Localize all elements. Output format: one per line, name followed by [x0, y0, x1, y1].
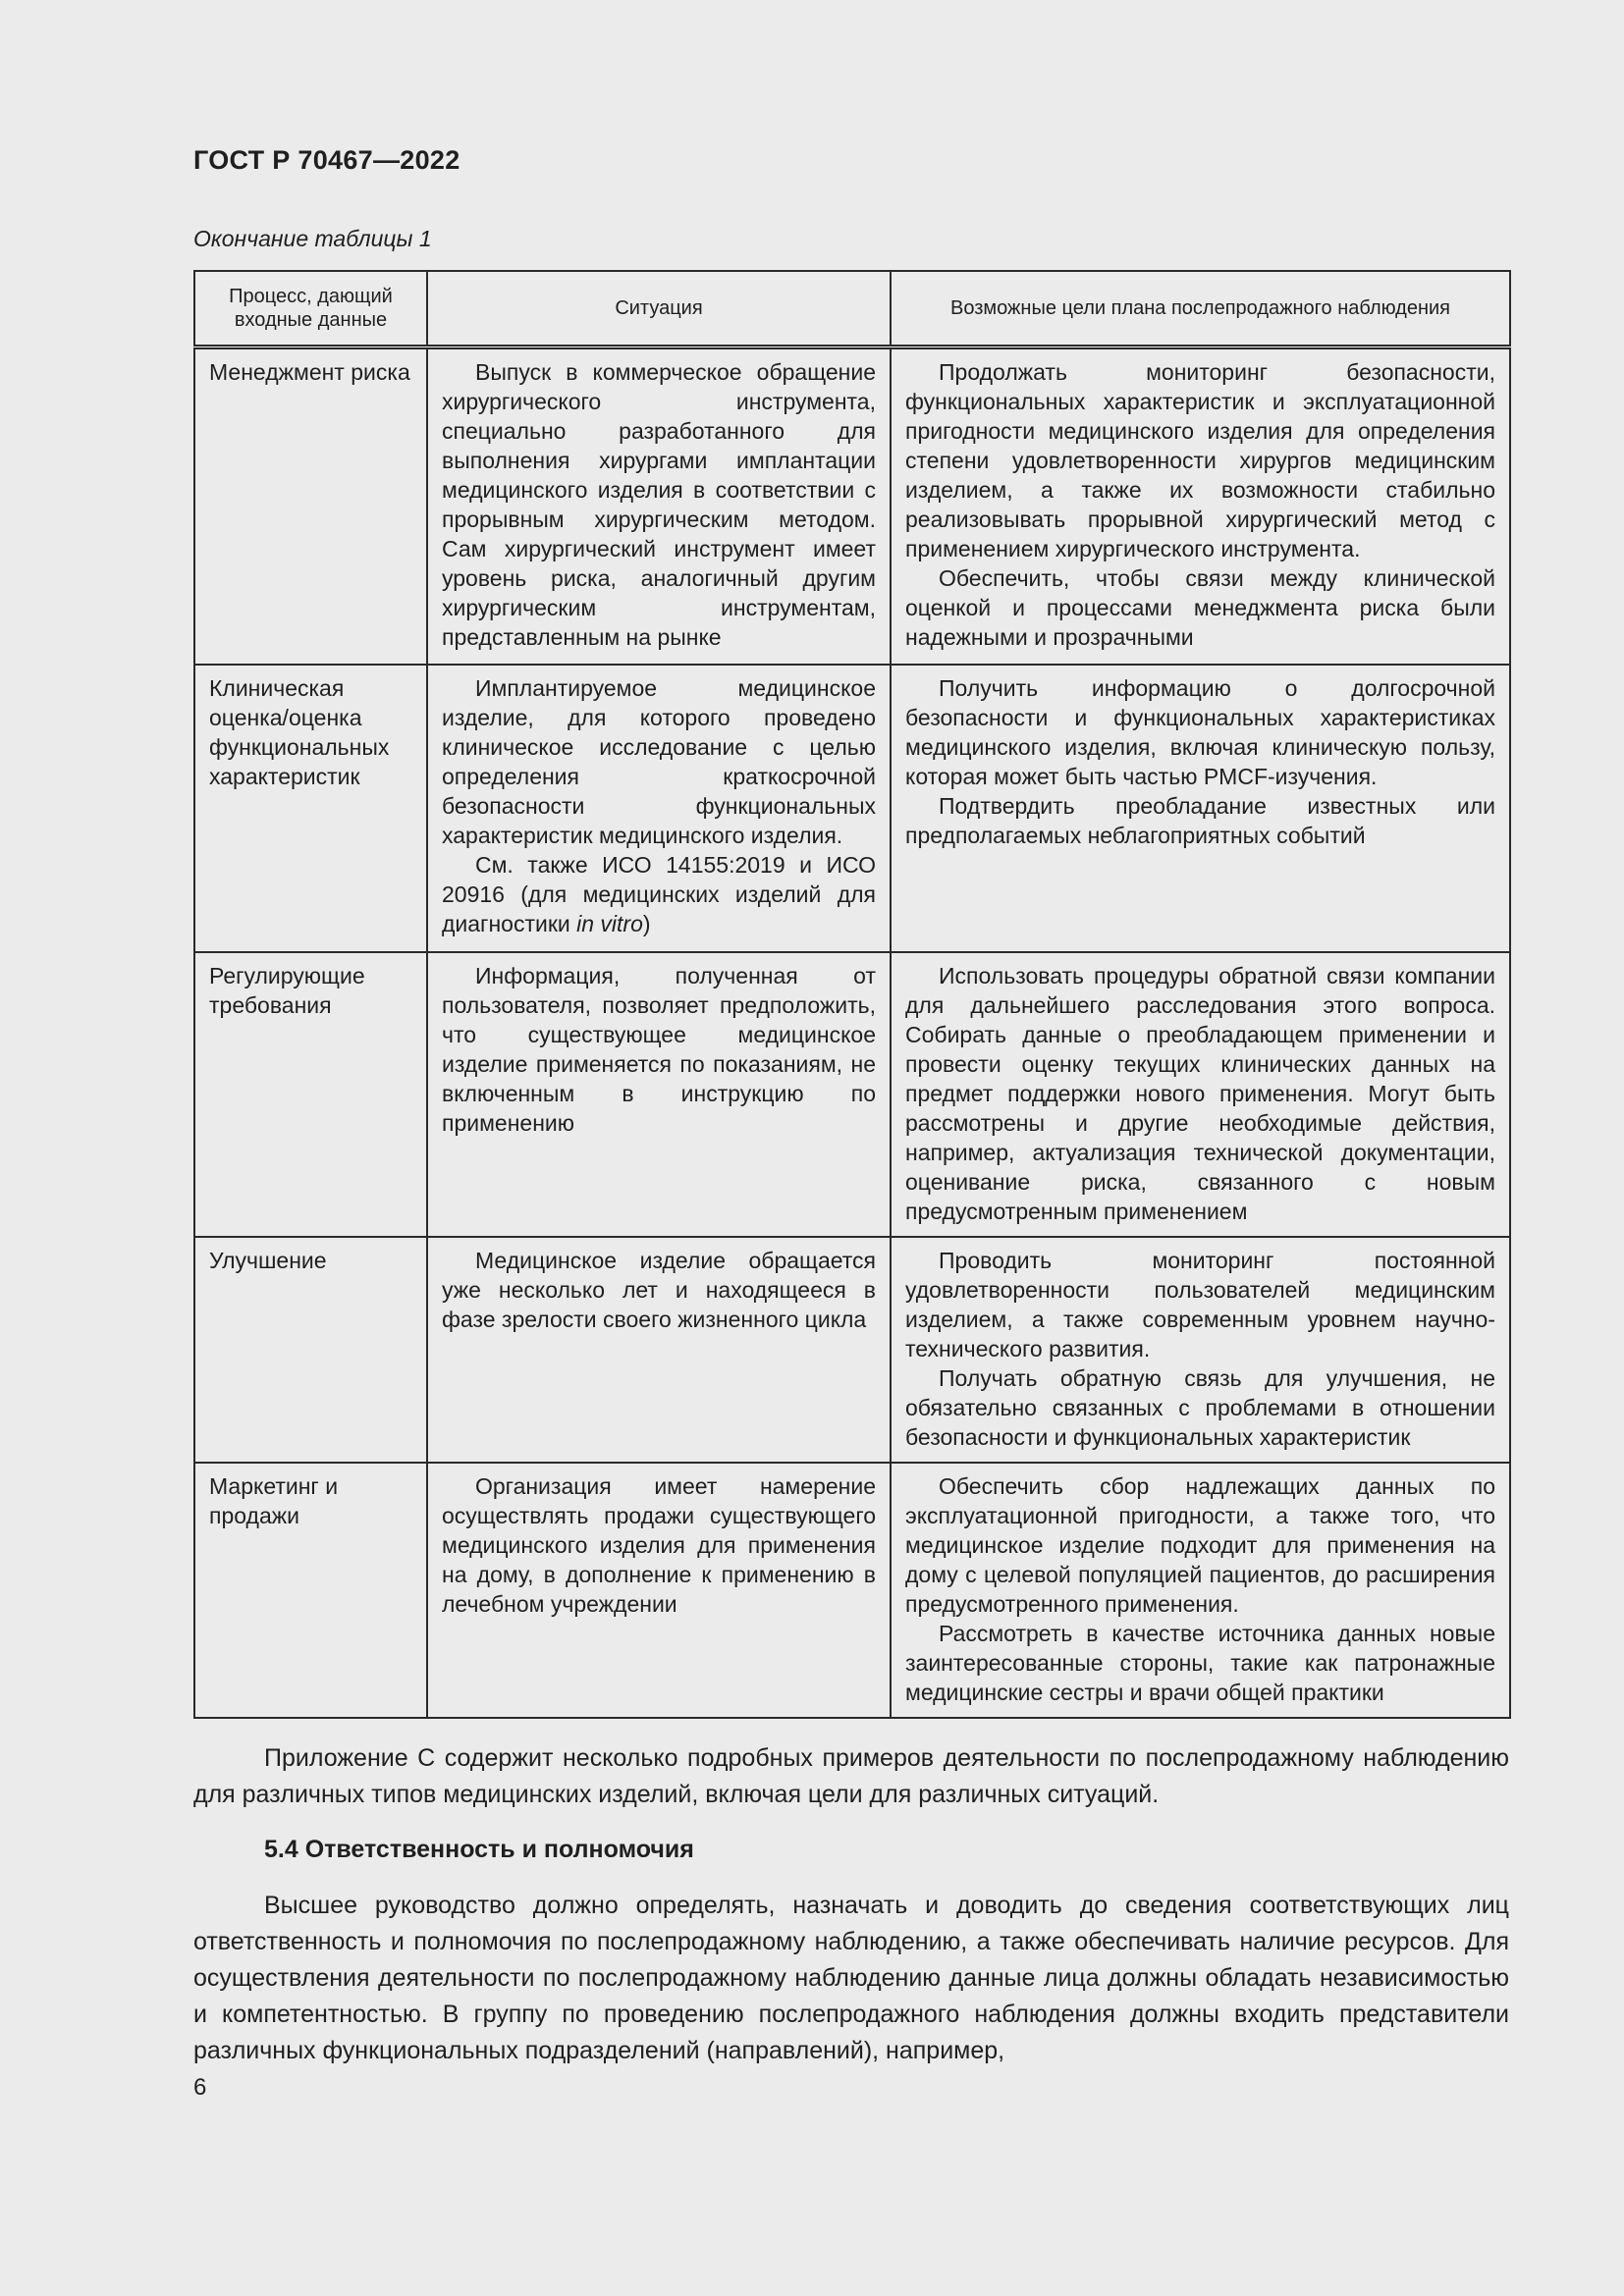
cell-situation — [427, 665, 891, 952]
annex-paragraph-text: Приложение С содержит несколько подробных примеров деятельности по послепродажному наблюдению для различных типов медицинских изделий, включая цели для различных ситуаций. — [193, 1744, 1509, 1808]
goals-paragraph: Обеспечить сбор надлежащих данных по эксплуатационной пригодности, а также того, что медицинское изделие подходит для применения на дому с целевой популяцией пациентов, до расширения предусмотренного применения. — [905, 1473, 1495, 1617]
situation-paragraph: Имплантируемое медицинское изделие, для которого проведено клиническое исследование с целью определения краткосрочной безопасности функциональных характеристик медицинского изделия. — [442, 675, 876, 848]
cell-situation — [427, 1463, 891, 1718]
section-heading: 5.4 Ответственность и полномочия — [264, 1836, 694, 1863]
column-header-process: Процесс, дающий входные данные — [194, 271, 427, 347]
annex-paragraph — [193, 1740, 1509, 1813]
table-row — [194, 952, 1510, 1237]
table-row — [194, 1463, 1510, 1718]
section-paragraph: Высшее руководство должно определять, назначать и доводить до сведения соответствующих лиц ответственность и полномочия по послепродажному наблюдению, а также обеспечивать наличие ресурсов. Для осуществления деятельности по послепродажному наблюдению данные лица должны обладать независимостью и компетентностью. В группу по проведению послепродажного наблюдения должны входить представители различных функциональных подразделений (направлений), например, — [193, 1892, 1509, 2064]
cell-goals — [891, 952, 1510, 1237]
table-row — [194, 1237, 1510, 1463]
page-number: 6 — [193, 2074, 207, 2101]
goals-paragraph: Использовать процедуры обратной связи компании для дальнейшего расследования этого вопроса. Собирать данные о преобладающем применении и провести оценку текущих клинических данных на предмет поддержки нового применения. Могут быть рассмотрены и другие необходимые действия, например, актуализация технической документации, оценивание риска, связанного с новым предусмотренным применением — [905, 963, 1495, 1224]
situation-paragraph — [442, 850, 876, 938]
cell-process: Клиническая оценка/оценка функциональных характеристик — [194, 665, 427, 952]
cell-goals — [891, 665, 1510, 952]
situation-paragraph: Медицинское изделие обращается уже несколько лет и находящееся в фазе зрелости своего жизненного цикла — [442, 1248, 876, 1332]
column-header-goals: Возможные цели плана послепродажного наблюдения — [891, 271, 1510, 347]
goals-paragraph: Обеспечить, чтобы связи между клинической оценкой и процессами менеджмента риска были надежными и прозрачными — [905, 565, 1495, 650]
cell-goals — [891, 1463, 1510, 1718]
table-caption: Окончание таблицы 1 — [193, 226, 432, 251]
goals-paragraph: Продолжать мониторинг безопасности, функциональных характеристик и эксплуатационной пригодности медицинского изделия для определения степени удовлетворенности хирургов медицинским изделием, а также их возможности стабильно реализовывать прорывной хирургический метод с применением хирургического инструмента. — [905, 359, 1495, 561]
table-header-row — [194, 271, 1510, 347]
cell-process: Регулирующие требования — [194, 952, 427, 1237]
situation-paragraph: Выпуск в коммерческое обращение хирургического инструмента, специально разработанного для выполнения хирургами имплантации медицинского изделия в соответствии с прорывным хирургическим методом. Сам хирургический инструмент имеет уровень риска, аналогичный другим хирургическим инструментам, представленным на рынке — [442, 359, 876, 650]
cell-situation — [427, 952, 891, 1237]
cell-process: Улучшение — [194, 1237, 427, 1463]
goals-paragraph: Подтвердить преобладание известных или предполагаемых неблагоприятных событий — [905, 793, 1495, 848]
column-header-situation: Ситуация — [427, 271, 891, 347]
document-header: ГОСТ Р 70467—2022 — [193, 145, 460, 175]
cell-goals — [891, 347, 1510, 666]
cell-situation — [427, 1237, 891, 1463]
cell-goals — [891, 1237, 1510, 1463]
cell-situation — [427, 347, 891, 666]
table-row — [194, 347, 1510, 666]
goals-paragraph: Проводить мониторинг постоянной удовлетворенности пользователей медицинским изделием, а также современным уровнем научно-технического развития. — [905, 1248, 1495, 1362]
situation-paragraph: Информация, полученная от пользователя, позволяет предположить, что существующее медицинское изделие применяется по показаниям, не включенным в инструкцию по применению — [442, 963, 876, 1136]
goals-paragraph: Получать обратную связь для улучшения, не обязательно связанных с проблемами в отношении безопасности и функциональных характеристик — [905, 1365, 1495, 1450]
situation-paragraph: Организация имеет намерение осуществлять продажи существующего медицинского изделия для применения на дому, в дополнение к применению в лечебном учреждении — [442, 1473, 876, 1617]
situation-note: См. также ИСО 14155:2019 и ИСО 20916 (для медицинских изделий для диагностики in vitro) — [442, 852, 876, 936]
section-body — [193, 1888, 1509, 2069]
cell-process: Менеджмент риска — [194, 347, 427, 666]
requirements-table — [193, 270, 1511, 1719]
goals-paragraph: Рассмотреть в качестве источника данных новые заинтересованные стороны, такие как патронажные медицинские сестры и врачи общей практики — [905, 1621, 1495, 1705]
cell-process: Маркетинг и продажи — [194, 1463, 427, 1718]
table-row — [194, 665, 1510, 952]
goals-paragraph: Получить информацию о долгосрочной безопасности и функциональных характеристиках медицинского изделия, включая клиническую пользу, которая может быть частью PMCF-изучения. — [905, 675, 1495, 789]
